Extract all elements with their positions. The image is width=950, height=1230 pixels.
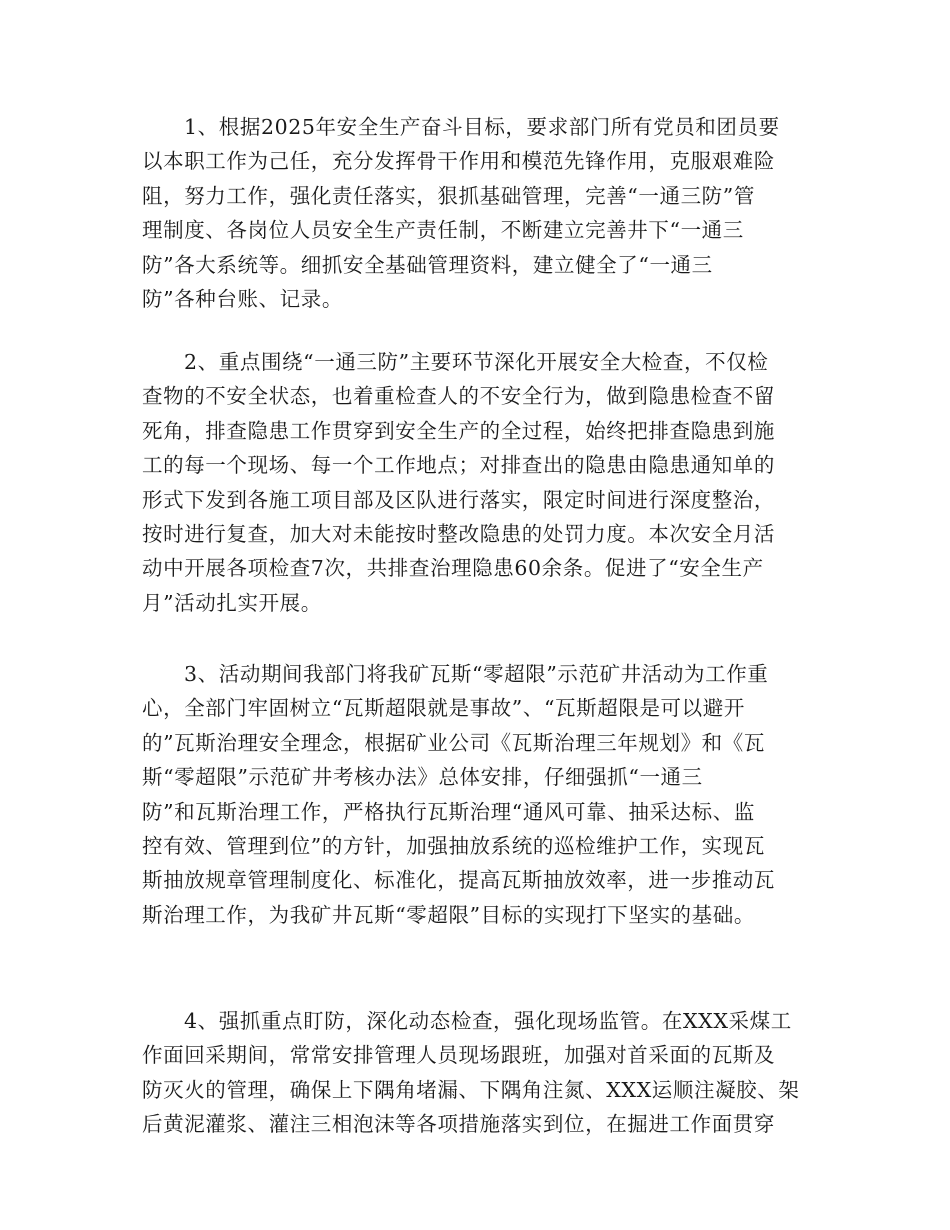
paragraph-2 [142,345,812,620]
text-line: 3、活动期间我部门将我矿瓦斯“零超限”示范矿井活动为工作重 [184,662,769,686]
text-line: 防”和瓦斯治理工作，严格执行瓦斯治理“通风可靠、抽采达标、监 [142,799,755,824]
text-line: 防”各大系统等。细抓安全基础管理资料，建立健全了“一通三 [142,252,713,277]
text-line: 以本职工作为己任，充分发挥骨干作用和模范先锋作用，克服艰难险 [142,149,775,174]
text-line: 1、根据2025年安全生产奋斗目标，要求部门所有党员和团员要 [184,115,780,139]
text-line: 防”各种台账、记录。 [142,287,343,312]
text-line: 斯抽放规章管理制度化、标准化，提高瓦斯抽放效率，进一步推动瓦 [142,868,775,893]
text-line: 死角，排查隐患工作贯穿到安全生产的全过程，始终把排查隐患到施 [142,418,775,443]
text-line: 斯治理工作，为我矿井瓦斯“零超限”目标的实现打下坚实的基础。 [142,902,755,927]
text-line: 防灭火的管理，确保上下隅角堵漏、下隅角注氮、XXX运顺注凝胶、架 [142,1077,800,1102]
text-line: 动中开展各项检查7次，共排查治理隐患60余条。促进了“安全生产 [142,556,764,581]
text-line: 月”活动扎实开展。 [142,590,322,615]
text-line: 心，全部门牢固树立“瓦斯超限就是事故”、“瓦斯超限是可以避开 [142,696,745,721]
text-line: 斯“零超限”示范矿井考核办法》总体安排，仔细强抓“一通三 [142,765,703,790]
text-line: 后黄泥灌浆、灌注三相泡沫等各项措施落实到位，在掘进工作面贯穿 [142,1112,775,1137]
text-line: 阻，努力工作，强化责任落实，狠抓基础管理，完善“一通三防”管 [142,183,755,208]
text-line: 形式下发到各施工项目部及区队进行落实，限定时间进行深度整治， [142,487,775,512]
text-line: 按时进行复查，加大对未能按时整改隐患的处罚力度。本次安全月活 [142,522,775,547]
text-line: 2、重点围绕“一通三防”主要环节深化开展安全大检查，不仅检 [184,350,769,374]
paragraph-3 [142,657,812,932]
text-line: 4、强抓重点盯防，深化动态检查，强化现场监管。在XXX采煤工 [184,1009,792,1033]
text-line: 查物的不安全状态，也着重检查人的不安全行为，做到隐患检查不留 [142,384,775,409]
text-line: 工的每一个现场、每一个工作地点；对排查出的隐患由隐患通知单的 [142,453,775,478]
paragraph-1 [142,110,812,316]
text-line: 控有效、管理到位”的方针，加强抽放系统的巡检维护工作，实现瓦 [142,834,765,859]
text-line: 作面回采期间，常常安排管理人员现场跟班，加强对首采面的瓦斯及 [142,1043,775,1068]
text-line: 的”瓦斯治理安全理念，根据矿业公司《瓦斯治理三年规划》和《瓦 [142,730,765,755]
text-line: 理制度、各岗位人员安全生产责任制，不断建立完善井下“一通三 [142,218,744,243]
paragraph-4 [142,1004,812,1142]
